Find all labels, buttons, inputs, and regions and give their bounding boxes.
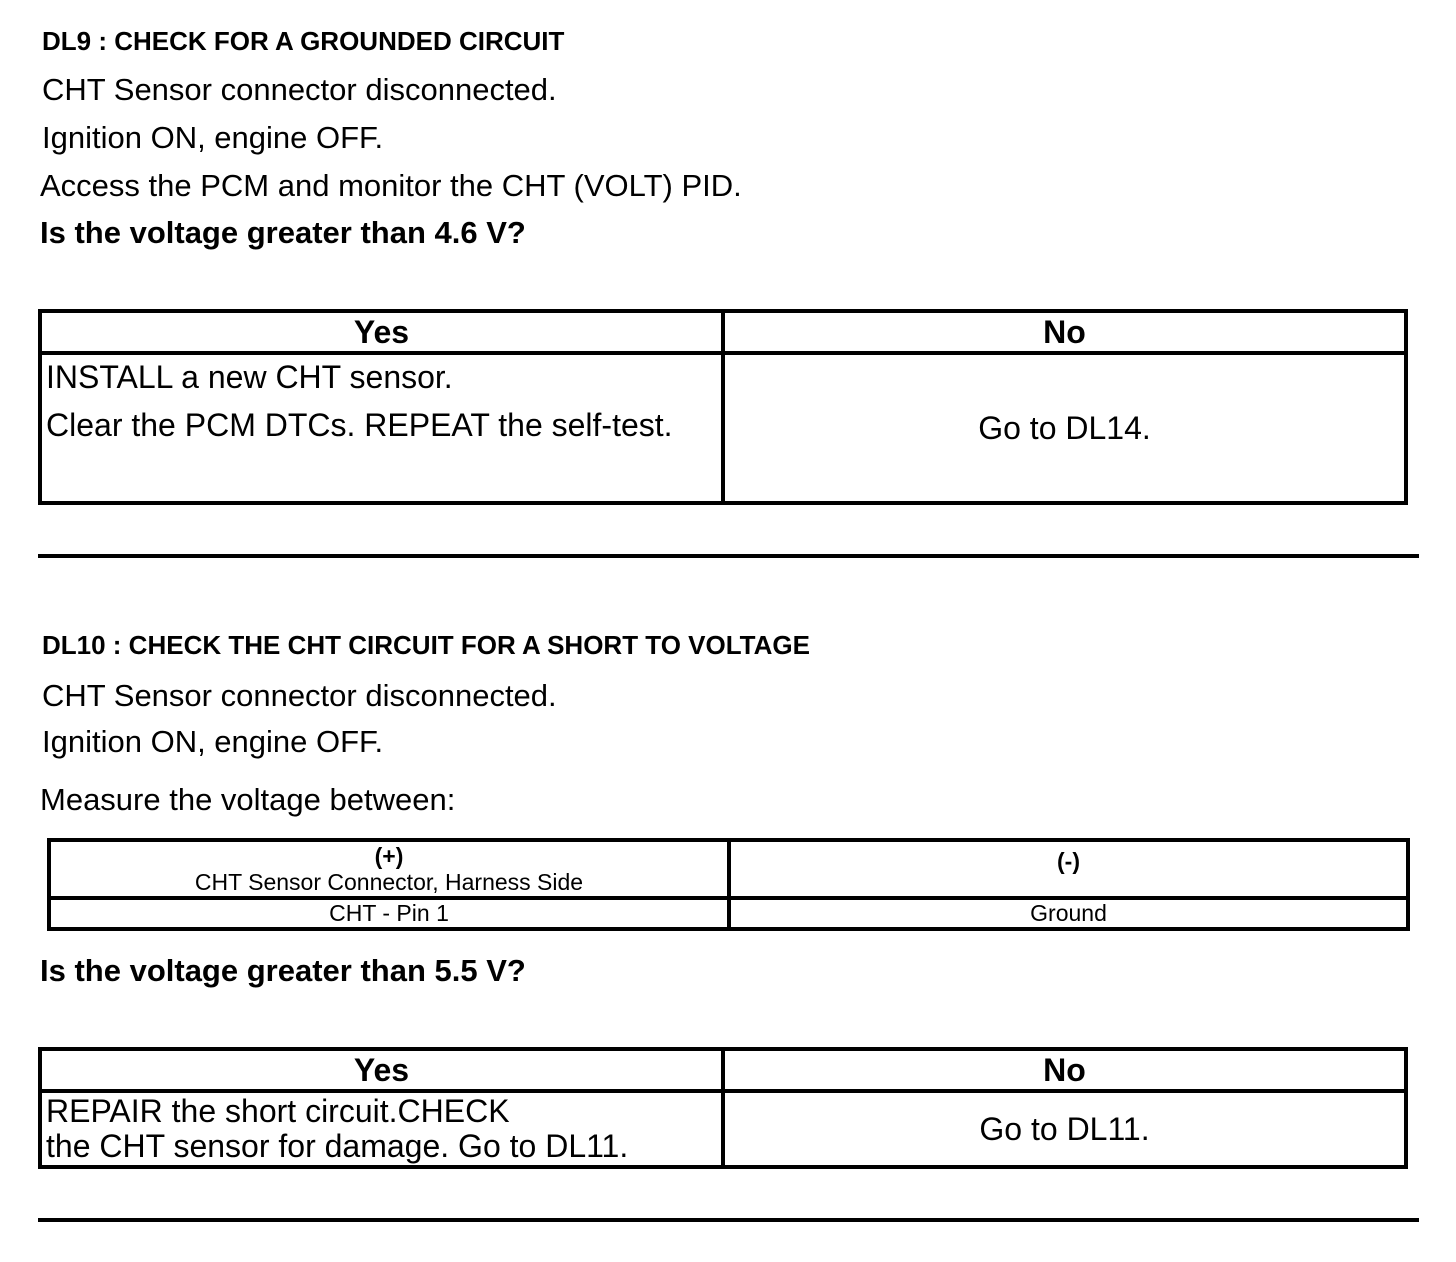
section-divider-1 bbox=[38, 554, 1419, 558]
dl9-yes-line-2: Clear the PCM DTCs. REPEAT the self-test. bbox=[46, 407, 673, 443]
dl9-step-2: Ignition ON, engine OFF. bbox=[42, 120, 384, 155]
dl10-step-2: Ignition ON, engine OFF. bbox=[42, 724, 384, 759]
dl9-step-3: Access the PCM and monitor the CHT (VOLT) PID. bbox=[40, 168, 742, 203]
dl10-no-header: No bbox=[723, 1049, 1406, 1091]
dl9-question: Is the voltage greater than 4.6 V? bbox=[40, 215, 526, 250]
dl9-step-1: CHT Sensor connector disconnected. bbox=[42, 72, 557, 107]
dl10-step-3: Measure the voltage between: bbox=[40, 782, 456, 817]
dl9-no-header: No bbox=[723, 311, 1406, 353]
dl10-neg-value: Ground bbox=[729, 898, 1408, 929]
dl10-no-cell: Go to DL11. bbox=[723, 1091, 1406, 1167]
dl10-yes-header: Yes bbox=[40, 1049, 723, 1091]
dl10-neg-header: (-) bbox=[729, 840, 1408, 898]
dl9-no-cell: Go to DL14. bbox=[723, 353, 1406, 503]
dl10-heading: DL10 : CHECK THE CHT CIRCUIT FOR A SHORT TO VOLTAGE bbox=[42, 630, 810, 660]
dl9-yes-line-1: INSTALL a new CHT sensor. bbox=[46, 359, 453, 395]
dl10-pos-value: CHT - Pin 1 bbox=[49, 898, 729, 929]
dl10-question: Is the voltage greater than 5.5 V? bbox=[40, 953, 526, 988]
dl10-pos-header bbox=[49, 840, 729, 898]
dl10-step-1: CHT Sensor connector disconnected. bbox=[42, 678, 557, 713]
dl10-measure-table bbox=[47, 838, 1410, 931]
section-divider-2 bbox=[38, 1218, 1419, 1222]
dl9-heading: DL9 : CHECK FOR A GROUNDED CIRCUIT bbox=[42, 26, 565, 56]
dl10-yes-cell bbox=[40, 1091, 723, 1167]
dl10-yes-line-1: REPAIR the short circuit.CHECK bbox=[46, 1092, 510, 1129]
pos-symbol: (+) bbox=[374, 842, 404, 869]
dl9-yes-cell bbox=[40, 353, 723, 503]
dl9-result-table bbox=[38, 309, 1408, 505]
dl10-yes-line-2: the CHT sensor for damage. Go to DL11. bbox=[46, 1128, 629, 1164]
dl10-result-table bbox=[38, 1047, 1408, 1169]
dl9-yes-header: Yes bbox=[40, 311, 723, 353]
pos-label: CHT Sensor Connector, Harness Side bbox=[194, 869, 584, 895]
